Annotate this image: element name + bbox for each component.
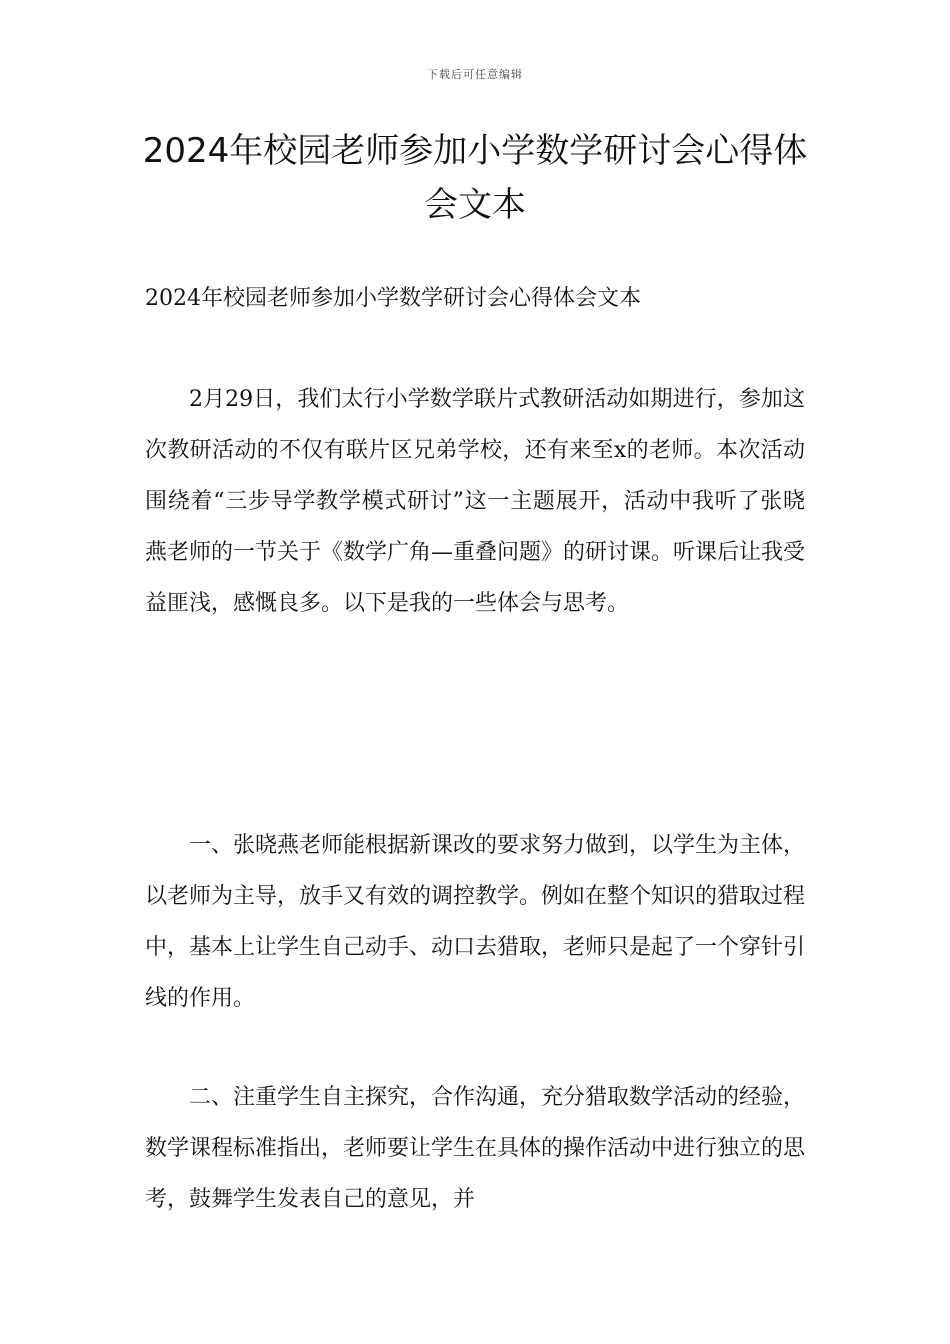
document-title: 2024年校园老师参加小学数学研讨会心得体会文本 <box>142 131 808 225</box>
paragraph-point-one: 一、张晓燕老师能根据新课改的要求努力做到，以学生为主体，以老师为主导，放手又有效的调控教学。例如在整个知识的猎取过程中，基本上让学生自己动手、动口去猎取，老师只是起了一个穿针引线的作用。 <box>145 833 806 1011</box>
document-subtitle: 2024年校园老师参加小学数学研讨会心得体会文本 <box>145 286 641 311</box>
paragraph-point-two: 二、注重学生自主探究，合作沟通，充分猎取数学活动的经验，数学课程标准指出，老师要让学生在具体的操作活动中进行独立的思考，鼓舞学生发表自己的意见，并 <box>145 1085 806 1212</box>
page-header-note: 下载后可任意编辑 <box>427 68 523 81</box>
paragraph-intro: 2月29日，我们太行小学数学联片式教研活动如期进行，参加这次教研活动的不仅有联片区兄弟学校，还有来至x的老师。本次活动围绕着“三步导学教学模式研讨”这一主题展开，活动中我听了张晓燕老师的一节关于《数学广角—重叠问题》的研讨课。听课后让我受益匪浅，感慨良多。以下是我的一些体会与思考。 <box>145 387 806 616</box>
